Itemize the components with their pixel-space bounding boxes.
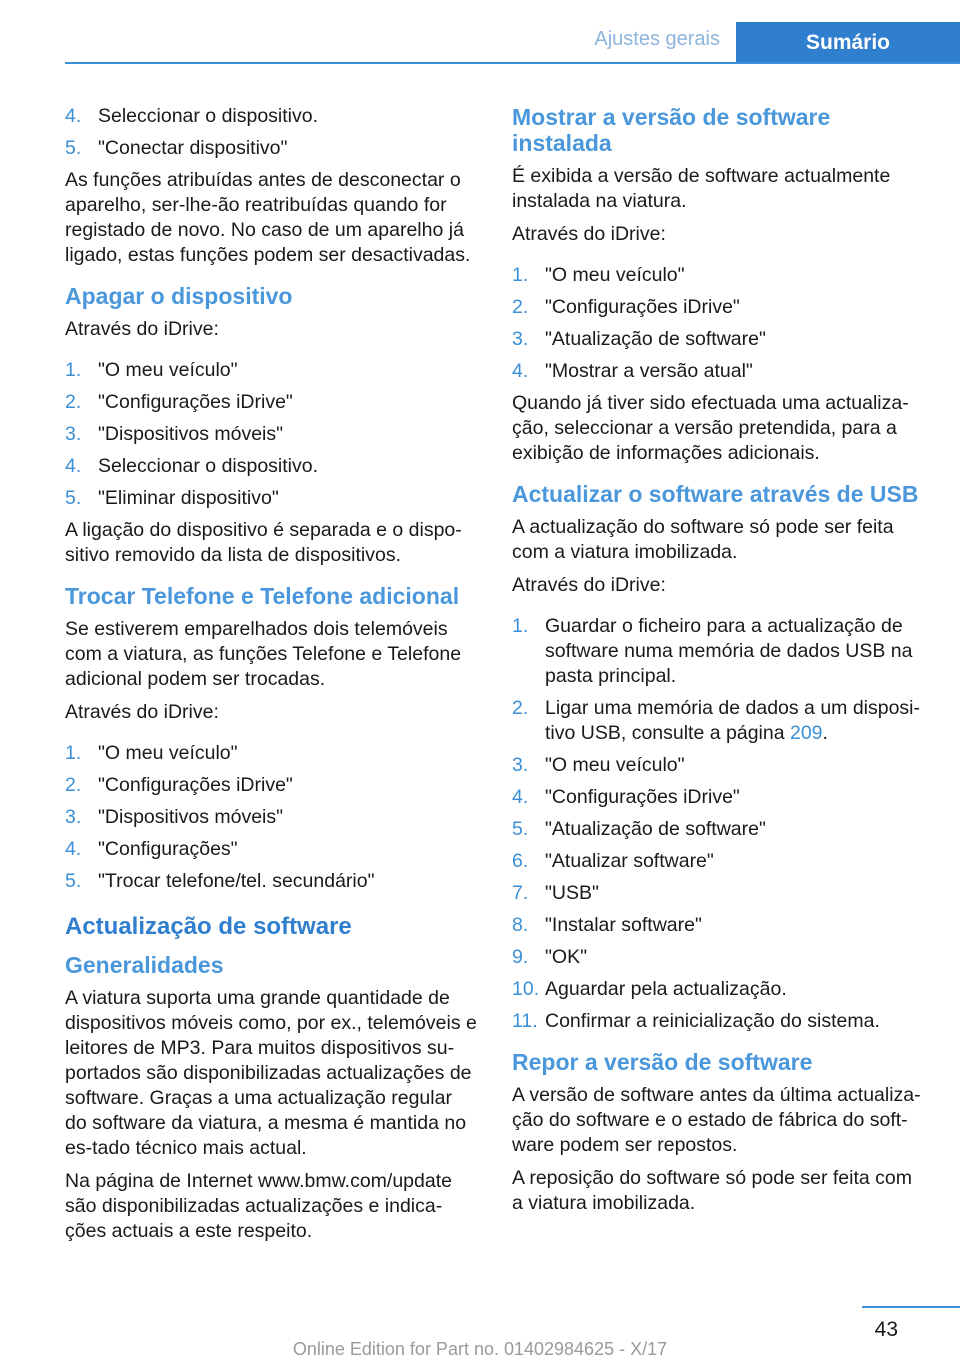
list-item: 3. "Atualização de software" bbox=[512, 328, 766, 350]
mostrar-after: Quando já tiver sido efectuada uma actualiza-ção, seleccionar a versão pretendida, para a exibição de informações adicionais. bbox=[512, 392, 909, 464]
heading-trocar: Trocar Telefone e Telefone adicional bbox=[65, 583, 460, 609]
generalidades-paragraph-2: Na página de Internet www.bmw.com/update são disponibilizadas actualizações e indica-ções actuais a este respeito. bbox=[65, 1170, 452, 1242]
list-item: 7. "USB" bbox=[512, 882, 599, 904]
mostrar-paragraph: É exibida a versão de software actualmente instalada na viatura. bbox=[512, 165, 891, 212]
list-item: 3. "Dispositivos móveis" bbox=[65, 806, 284, 828]
list-item: 11. Confirmar a reinicialização do sistema. bbox=[512, 1010, 880, 1032]
heading-usb: Actualizar o software através de USB bbox=[512, 481, 919, 507]
apagar-steps bbox=[65, 358, 479, 511]
usb-steps bbox=[512, 614, 926, 1034]
list-item: 5. "Conectar dispositivo" bbox=[65, 137, 288, 159]
list-item: 9. "OK" bbox=[512, 946, 588, 968]
footer-rule bbox=[862, 1306, 960, 1308]
heading-apagar: Apagar o dispositivo bbox=[65, 283, 293, 309]
list-item: 5. "Trocar telefone/tel. secundário" bbox=[65, 870, 375, 892]
usb-paragraph: A actualização do software só pode ser feita com a viatura imobilizada. bbox=[512, 516, 894, 563]
via-idrive: Através do iDrive: bbox=[65, 318, 219, 340]
repor-paragraph-1: A versão de software antes da última actualiza-ção do software e o estado de fábrica do soft-ware podem ser repostos. bbox=[512, 1084, 921, 1156]
via-idrive: Através do iDrive: bbox=[65, 701, 219, 723]
list-item: 2. Ligar uma memória de dados a um disposi-tivo USB, consulte a página 209. bbox=[512, 697, 921, 744]
page-link-209[interactable]: 209 bbox=[789, 722, 823, 744]
list-item: 1. Guardar o ficheiro para a actualização de software numa memória de dados USB na pasta principal. bbox=[512, 615, 913, 687]
list-item: 2. "Configurações iDrive" bbox=[512, 296, 740, 318]
via-idrive: Através do iDrive: bbox=[512, 574, 666, 596]
trocar-steps bbox=[65, 741, 479, 894]
list-item: 4. "Configurações iDrive" bbox=[512, 786, 740, 808]
step-text: Ligar uma memória de dados a um disposi-tivo USB, consulte a página bbox=[545, 697, 921, 744]
list-item: 1. "O meu veículo" bbox=[65, 359, 238, 381]
list-item: 2. "Configurações iDrive" bbox=[65, 774, 293, 796]
list-item: 4. "Mostrar a versão atual" bbox=[512, 360, 753, 382]
footer-edition: Online Edition for Part no. 01402984625 - X/17 bbox=[292, 1339, 668, 1359]
header-section-title[interactable]: Ajustes gerais bbox=[594, 28, 720, 50]
list-item: 4. Seleccionar o dispositivo. bbox=[65, 105, 319, 127]
list-item: 4. Seleccionar o dispositivo. bbox=[65, 455, 319, 477]
heading-generalidades: Generalidades bbox=[65, 952, 224, 978]
left-column bbox=[65, 104, 479, 1252]
heading-mostrar: Mostrar a versão de software instalada bbox=[512, 104, 831, 156]
heading-repor: Repor a versão de software bbox=[512, 1049, 813, 1075]
list-item: 2. "Configurações iDrive" bbox=[65, 391, 293, 413]
via-idrive: Através do iDrive: bbox=[512, 223, 666, 245]
list-item: 5. "Eliminar dispositivo" bbox=[65, 487, 279, 509]
intro-steps bbox=[65, 104, 479, 161]
list-item: 4. "Configurações" bbox=[65, 838, 238, 860]
list-item: 10. Aguardar pela actualização. bbox=[512, 978, 787, 1000]
section-title-actualizacao: Actualização de software bbox=[65, 913, 352, 940]
right-column bbox=[512, 104, 926, 1224]
list-item: 6. "Atualizar software" bbox=[512, 850, 714, 872]
page-number: 43 bbox=[874, 1318, 898, 1341]
list-item: 8. "Instalar software" bbox=[512, 914, 702, 936]
apagar-after: A ligação do dispositivo é separada e o dispo-sitivo removido da lista de dispositivos. bbox=[65, 519, 462, 566]
trocar-paragraph: Se estiverem emparelhados dois telemóveis com a viatura, as funções Telefone e Telefone adicional podem ser trocadas. bbox=[65, 618, 462, 690]
mostrar-steps bbox=[512, 263, 926, 384]
list-item: 1. "O meu veículo" bbox=[512, 264, 685, 286]
generalidades-paragraph-1: A viatura suporta uma grande quantidade de dispositivos móveis como, por ex., telemóveis e leitores de MP3. Para muitos dispositivos su-portados são disponibilizadas actualizações de software. Graças a uma actualização regular do software da viatura, a mesma é mantida no es-tado técnico mais actual. bbox=[65, 987, 477, 1159]
header-tab-summary[interactable]: Sumário bbox=[736, 22, 960, 64]
list-item: 3. "Dispositivos móveis" bbox=[65, 423, 284, 445]
list-item: 5. "Atualização de software" bbox=[512, 818, 766, 840]
list-item: 1. "O meu veículo" bbox=[65, 742, 238, 764]
repor-paragraph-2: A reposição do software só pode ser feita com a viatura imobilizada. bbox=[512, 1167, 912, 1214]
header-rule bbox=[65, 62, 960, 64]
list-item: 3. "O meu veículo" bbox=[512, 754, 685, 776]
intro-paragraph: As funções atribuídas antes de desconectar o aparelho, ser-lhe-ão reatribuídas quando for registado de novo. No caso de um aparelho já ligado, estas funções podem ser desactivadas. bbox=[65, 169, 471, 266]
